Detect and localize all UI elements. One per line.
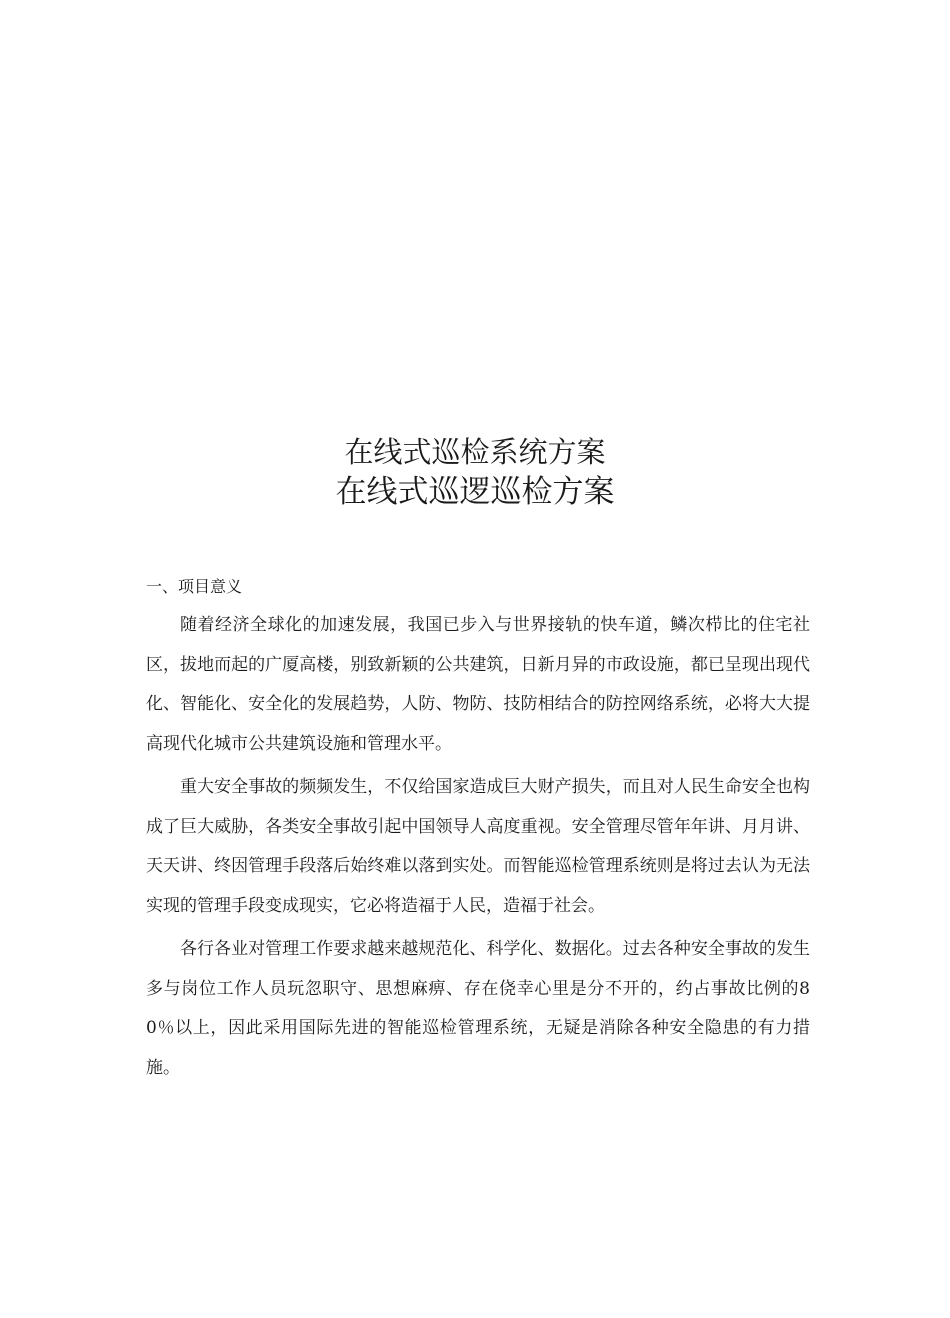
- paragraph-1: 随着经济全球化的加速发展，我国已步入与世界接轨的快车道，鳞次栉比的住宅社区，拔地而起的广厦高楼，别致新颖的公共建筑，日新月异的市政设施，都已呈现出现代化、智能化、安全化的发展趋势，人防、物防、技防相结合的防控网络系统，必将大大提高现代化城市公共建筑设施和管理水平。: [146, 615, 810, 754]
- section-heading: 一、项目意义: [146, 577, 243, 596]
- document-body: [146, 572, 810, 1092]
- title-line-1: 在线式巡检系统方案: [344, 435, 606, 469]
- title-line-2: 在线式巡逻巡检方案: [335, 474, 615, 510]
- paragraph-3: 各行各业对管理工作要求越来越规范化、科学化、数据化。过去各种安全事故的发生多与岗位工作人员玩忽职守、思想麻痹、存在侥幸心里是分不开的，约占事故比例的80％以上，因此采用国际先进的智能巡检管理系统，无疑是消除各种安全隐患的有力措施。: [146, 939, 810, 1078]
- document-title: [0, 432, 950, 512]
- paragraph-2: 重大安全事故的频频发生，不仅给国家造成巨大财产损失，而且对人民生命安全也构成了巨大威胁，各类安全事故引起中国领导人高度重视。安全管理尽管年年讲、月月讲、天天讲、终因管理手段落后始终难以落到实处。而智能巡检管理系统则是将过去认为无法实现的管理手段变成现实，它必将造福于人民，造福于社会。: [146, 777, 810, 916]
